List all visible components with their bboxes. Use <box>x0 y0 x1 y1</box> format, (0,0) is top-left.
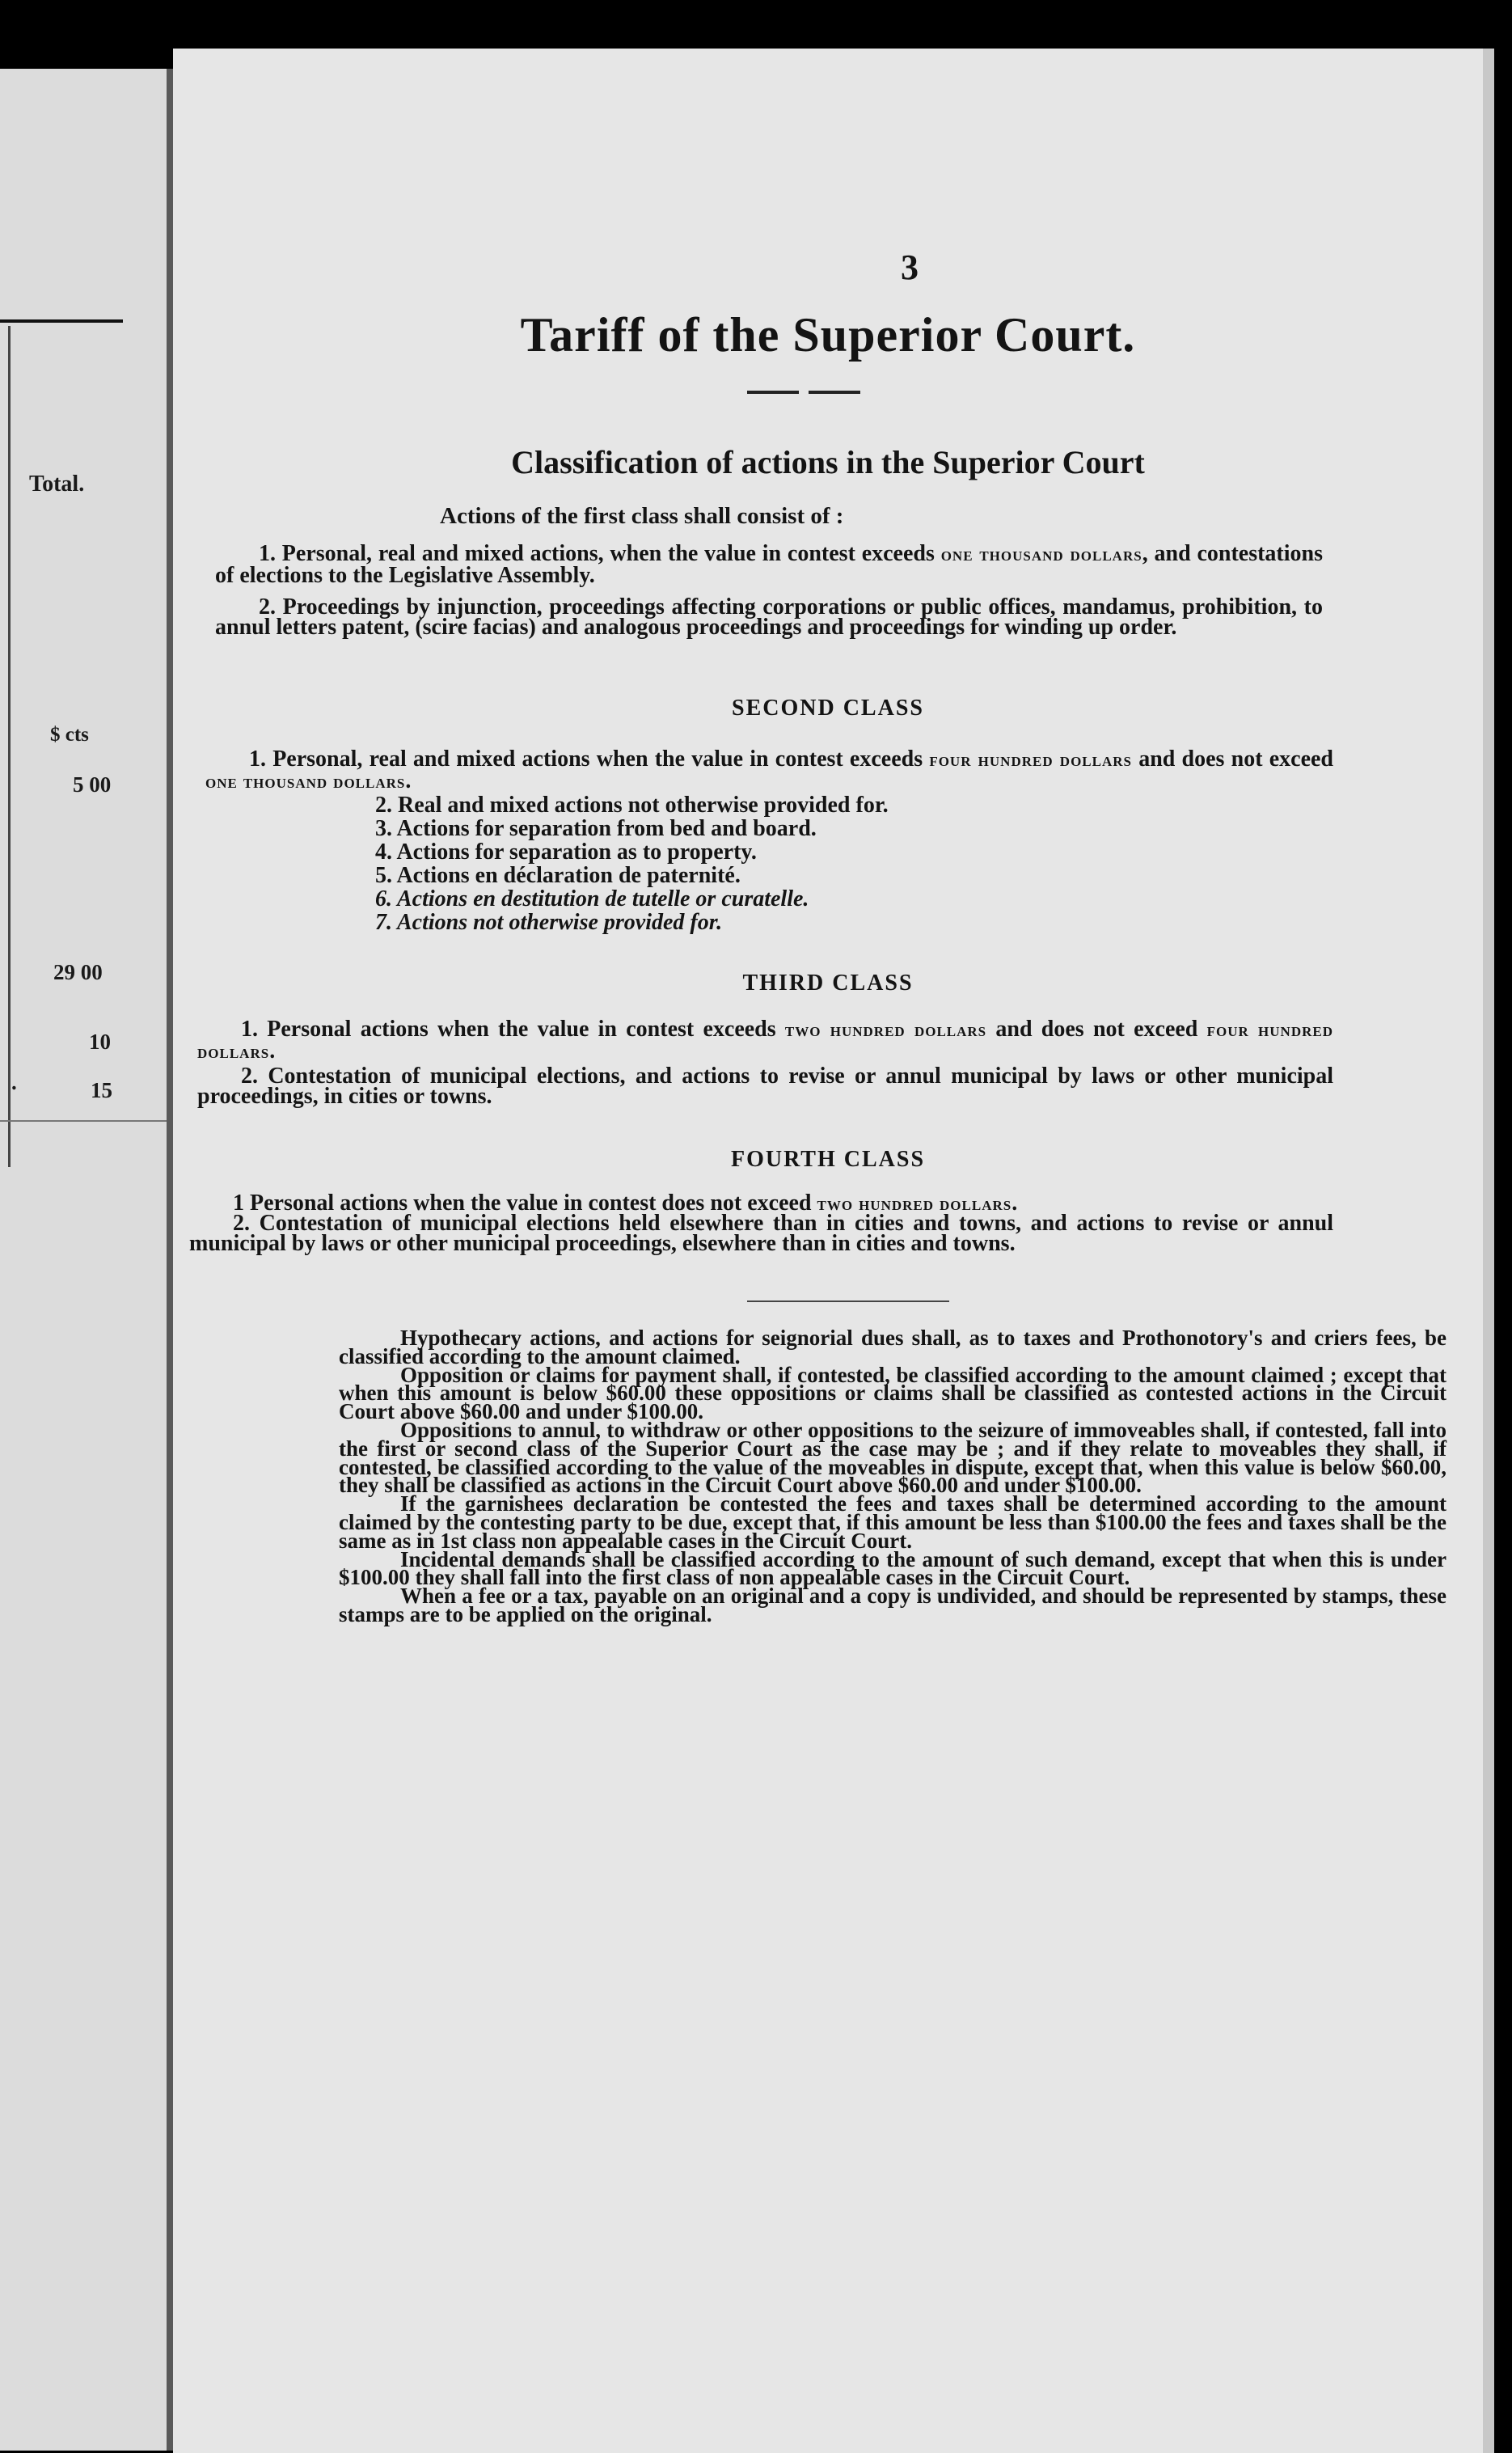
classification-rules <box>339 1326 1447 1626</box>
amount-3: 10 <box>89 1030 111 1054</box>
table-bottom-rule <box>0 1120 167 1122</box>
first-class-item-1 <box>215 543 1323 586</box>
page-edge <box>1483 49 1494 2453</box>
list-item: 5. Actions en déclaration de paternité. <box>375 863 741 888</box>
first-class-item-2: 2. Proceedings by injunction, proceedings affecting corporations or public offices, mandamus, prohibition, to annul letters patent, (scire facias) and analogous proceedings and proceedings for winding up order. <box>215 594 1323 640</box>
table-top-rule <box>0 319 123 323</box>
second-class-item-1-text-c: . <box>405 768 412 793</box>
section-separator <box>747 1301 949 1302</box>
third-class-item-2: 2. Contestation of municipal elections, and actions to revise or annul municipal by laws or other municipal proceedings, in cities or towns. <box>197 1064 1333 1109</box>
fourth-class-item-1-text-a: 1 Personal actions when the value in contest does not exceed <box>233 1191 817 1216</box>
list-item: 6. Actions en destitution de tutelle or curatelle. <box>375 886 809 911</box>
fourth-class-item-1-amount: two hundred dollars <box>817 1194 1012 1215</box>
rule-paragraph: Oppositions to annul, to withdraw or other oppositions to the seizure of immoveables shall, if contested, fall into the first or second class of the Superior Court as the case may be ; and if they relate to moveables they shall, if contested, be classified according to the value of the moveables in dispute, except that, when this value is below $60.00, they shall be classified as actions in the Circuit Court above $60.00 and under $100.00. <box>339 1417 1447 1498</box>
third-class-item-1-amount-2: four hundred dollars <box>197 1020 1334 1063</box>
amount-4: 15 <box>91 1078 112 1102</box>
fourth-class-heading: FOURTH CLASS <box>730 1147 926 1172</box>
list-item: 7. Actions not otherwise provided for. <box>375 910 723 935</box>
third-class-item-1-amount-1: two hundred dollars <box>784 1020 987 1041</box>
page-gutter <box>167 69 173 2451</box>
first-class-intro: Actions of the first class shall consist of : <box>440 503 844 529</box>
rule-paragraph: When a fee or a tax, payable on an original and a copy is undivided, and should be represented by stamps, these stamps are to be applied on the original. <box>339 1584 1447 1626</box>
second-class-item-1 <box>205 746 1333 793</box>
previous-page-fragment <box>0 69 167 2451</box>
rule-paragraph: Incidental demands shall be classified according to the amount of such demand, except that when this is under $100.00 they shall fall into the first class of non appealable cases in the Circuit Court. <box>339 1546 1447 1590</box>
title-dash-right <box>809 391 860 394</box>
fourth-class-item-2: 2. Contestation of municipal elections held elsewhere than in cities and towns, and actions to revise or annul municipal by laws or other municipal proceedings, elsewhere than in cities and towns. <box>189 1211 1333 1256</box>
first-class-item-1-amount: one thousand dollars <box>940 544 1142 565</box>
title-dash-left <box>747 391 799 394</box>
first-class-item-1-text-a: 1. Personal, real and mixed actions, when the value in contest exceeds <box>259 541 941 566</box>
page-title: Tariff of the Superior Court. <box>520 308 1136 362</box>
second-class-item-1-text-b: and does not exceed <box>1132 746 1333 772</box>
second-class-list <box>375 793 889 934</box>
first-class-item-1-text-b: , and contestations of elections to the Legislative Assembly. <box>215 541 1323 588</box>
list-item: 4. Actions for separation as to property. <box>375 840 757 865</box>
second-class-item-1-amount-2: one thousand dollars <box>205 772 406 793</box>
third-class-item-1-text-a: 1. Personal actions when the value in contest exceeds <box>241 1017 785 1042</box>
list-item: 3. Actions for separation from bed and board. <box>375 816 817 841</box>
rule-paragraph: Hypothecary actions, and actions for seignorial dues shall, as to taxes and Prothonotory's and criers fees, be classified according to the amount claimed. <box>339 1326 1447 1368</box>
document-page <box>173 49 1483 2453</box>
second-class-item-1-amount-1: four hundred dollars <box>929 750 1132 771</box>
total-column-header: Total. <box>29 472 85 497</box>
amount-1: 5 00 <box>73 772 112 797</box>
rule-paragraph: Opposition or claims for payment shall, if contested, be classified according to the amount claimed ; except that when this amount is below $60.00 these oppositions or claims shall be classified as contested actions in the Circuit Court above $60.00 and under $100.00. <box>339 1362 1447 1424</box>
fourth-class-item-1-text-b: . <box>1012 1191 1018 1216</box>
third-class-heading: THIRD CLASS <box>742 971 914 996</box>
dot-mark: . <box>11 1070 17 1094</box>
third-class-item-1 <box>197 1019 1333 1063</box>
list-item: 2. Real and mixed actions not otherwise provided for. <box>375 793 889 818</box>
page-number: 3 <box>901 247 919 287</box>
second-class-heading: SECOND CLASS <box>732 696 924 721</box>
page-subtitle: Classification of actions in the Superior Court <box>511 444 1145 480</box>
second-class-item-1-text-a: 1. Personal, real and mixed actions when the value in contest exceeds <box>249 746 930 772</box>
currency-label: $ cts <box>50 724 89 746</box>
amount-2: 29 00 <box>53 960 103 984</box>
rule-paragraph: If the garnishees declaration be contested the fees and taxes shall be determined according to the amount claimed by the contesting party to be due, except that, if this amount be less than $100.00 the fees and taxes shall be the same as in 1st class non appealable cases in the Circuit Court. <box>339 1491 1447 1553</box>
table-left-border <box>8 326 11 1167</box>
third-class-item-1-text-b: and does not exceed <box>986 1017 1207 1042</box>
third-class-item-1-text-c: . <box>269 1038 276 1064</box>
